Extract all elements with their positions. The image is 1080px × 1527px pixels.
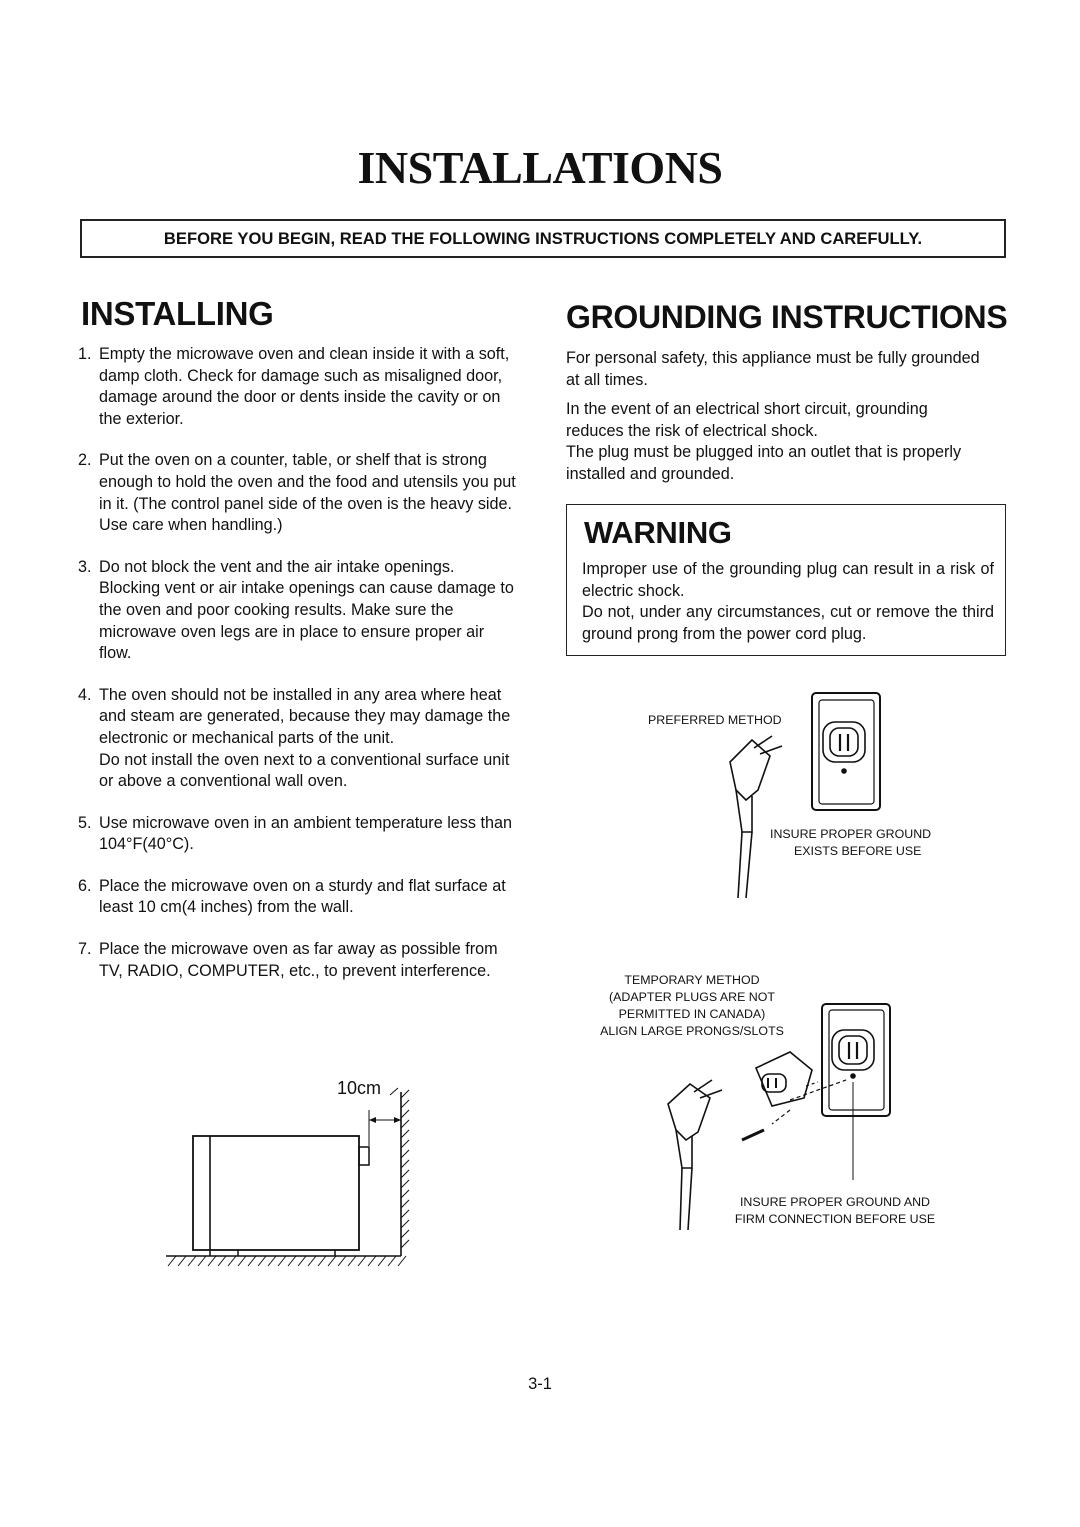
installing-item-text: Do not block the vent and the air intake openings. Blocking vent or air intake openings can cause damage to the oven and poor cooking results. Make sure the microwave oven legs are in place to ensure proper air flow. — [99, 557, 514, 663]
page-title: INSTALLATIONS — [357, 142, 723, 193]
clearance-label: 10cm — [337, 1078, 382, 1098]
preferred-note-line-1: INSURE PROPER GROUND — [770, 827, 932, 841]
temporary-outlet-diagram — [668, 1004, 890, 1230]
grounding-para-1: For personal safety, this appliance must be fully grounded at all times. — [566, 349, 980, 389]
installing-item-number: 3. — [78, 557, 92, 576]
warning-para-1: Improper use of the grounding plug can result in a risk of electric shock. — [582, 560, 994, 600]
temporary-label-line-3: PERMITTED IN CANADA) — [618, 1007, 766, 1021]
installing-item-text: Do not install the oven next to a conventional surface unit or above a conventional wall oven. — [99, 750, 510, 791]
temporary-label-line-1: TEMPORARY METHOD — [624, 973, 760, 987]
installing-item-text: Use microwave oven in an ambient temperature less than 104°F(40°C). — [99, 813, 512, 854]
installing-item-text: Place the microwave oven on a sturdy and flat surface at least 10 cm(4 inches) from the wall. — [99, 876, 506, 917]
grounding-heading: GROUNDING INSTRUCTIONS — [566, 299, 1008, 335]
installing-item-text: The oven should not be installed in any area where heat and steam are generated, because they may damage the electronic or mechanical parts of the unit. — [99, 685, 511, 747]
grounding-para-3: The plug must be plugged into an outlet that is properly installed and grounded. — [566, 443, 962, 483]
microwave-clearance-diagram — [166, 1088, 409, 1266]
warning-heading: WARNING — [584, 515, 732, 550]
temporary-label-line-2: (ADAPTER PLUGS ARE NOT — [609, 990, 775, 1004]
installing-item-text: Empty the microwave oven and clean inside it with a soft, damp cloth. Check for damage such as misaligned door, damage around the door or dents inside the cavity or on the exterior. — [99, 345, 510, 428]
installing-item-number: 7. — [78, 940, 92, 959]
warning-para-2: Do not, under any circumstances, cut or remove the third ground prong from the power cord plug. — [582, 603, 994, 643]
temporary-label-line-4: ALIGN LARGE PRONGS/SLOTS — [600, 1024, 784, 1038]
preferred-method-label: PREFERRED METHOD — [648, 713, 782, 727]
installing-item-text: Put the oven on a counter, table, or shelf that is strong enough to hold the oven and the food and utensils you put in it. (The control panel side of the oven is the heavy side. Use care when handling.) — [99, 451, 516, 535]
installing-item-number: 5. — [78, 813, 92, 832]
installing-item-number: 1. — [78, 345, 92, 363]
temporary-note-line-2: FIRM CONNECTION BEFORE USE — [734, 1212, 936, 1226]
installing-item-text: Place the microwave oven as far away as possible from TV, RADIO, COMPUTER, etc., to prevent interference. — [99, 940, 498, 980]
page-number: 3-1 — [528, 1375, 552, 1393]
installing-heading: INSTALLING — [81, 295, 274, 332]
temporary-note-line-1: INSURE PROPER GROUND AND — [739, 1195, 930, 1209]
installing-item-number: 6. — [78, 876, 92, 895]
installing-item-number: 4. — [78, 685, 92, 704]
preferred-note-line-2: EXISTS BEFORE USE — [794, 844, 922, 858]
installing-item-number: 2. — [78, 451, 92, 470]
grounding-para-2: In the event of an electrical short circuit, grounding reduces the risk of electrical shock. — [566, 400, 928, 440]
preferred-outlet-diagram — [730, 693, 880, 898]
notice-text: BEFORE YOU BEGIN, READ THE FOLLOWING INSTRUCTIONS COMPLETELY AND CAREFULLY. — [163, 228, 923, 248]
